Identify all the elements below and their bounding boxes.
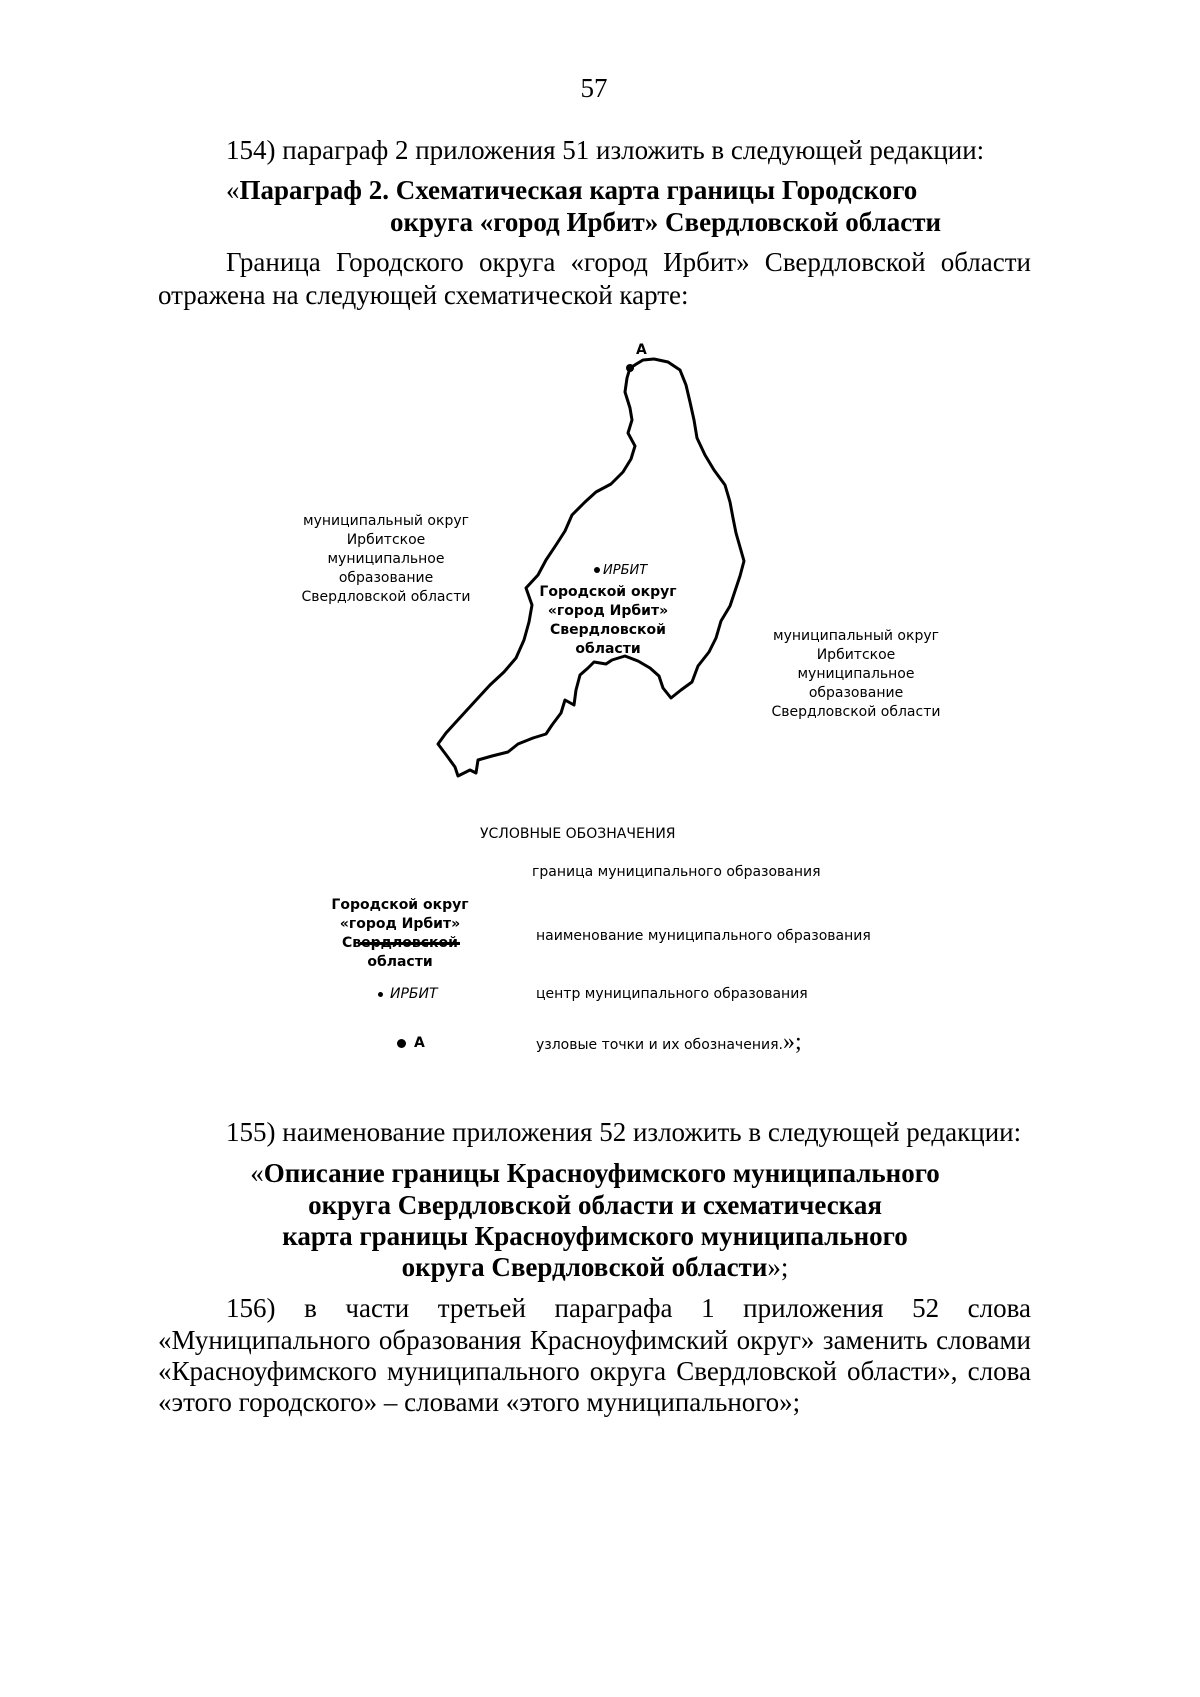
city-center-dot-icon bbox=[378, 992, 383, 997]
district-name-label bbox=[520, 583, 696, 659]
page-number: 57 bbox=[580, 73, 608, 103]
legend-node-desc-text: узловые точки и их обозначения. bbox=[536, 1037, 783, 1053]
label-line: области bbox=[367, 954, 433, 970]
heading-close-quote: »; bbox=[767, 1252, 789, 1282]
label-line: «город Ирбит» bbox=[339, 916, 461, 932]
item-155-intro: 155) наименование приложения 52 изложить в следующей редакции: bbox=[226, 1117, 1022, 1147]
label-line: образование bbox=[338, 570, 434, 586]
legend-title: УСЛОВНЫЕ ОБОЗНАЧЕНИЯ bbox=[480, 826, 676, 842]
node-point-dot-icon bbox=[397, 1039, 406, 1048]
item-156-line2: «Муниципального образования Красноуфимский округ» заменить словами bbox=[158, 1325, 1031, 1355]
label-line: Свердловской области bbox=[771, 704, 941, 720]
city-center-label: ИРБИТ bbox=[603, 563, 648, 578]
legend-center-sample bbox=[378, 985, 438, 1004]
node-point-a-label: А bbox=[636, 342, 647, 358]
legend-name-desc: наименование муниципального образования bbox=[536, 928, 871, 944]
item-154-intro: 154) параграф 2 приложения 51 изложить в следующей редакции: bbox=[226, 135, 985, 165]
city-center-dot bbox=[594, 567, 600, 573]
label-line: Городской округ bbox=[539, 584, 677, 600]
legend-boundary-desc: граница муниципального образования bbox=[532, 864, 821, 880]
label-line: муниципальное bbox=[797, 666, 915, 682]
label-line: муниципальное bbox=[327, 551, 445, 567]
neighbor-west-label bbox=[296, 512, 476, 607]
heading-text: Параграф 2. Схематическая карта границы Городского bbox=[239, 175, 918, 205]
closing-quote: »; bbox=[782, 1029, 802, 1055]
label-line: муниципальный округ bbox=[773, 628, 939, 644]
label-line: области bbox=[575, 641, 641, 657]
heading-text: округа Свердловской области bbox=[401, 1252, 768, 1282]
label-line: Ирбитское bbox=[346, 532, 426, 548]
heading-open-quote: « bbox=[226, 175, 240, 205]
item-156-line4: «этого городского» – словами «этого муниципального»; bbox=[158, 1387, 801, 1417]
item-156-line3: «Красноуфимского муниципального округа Свердловской области», слова bbox=[158, 1356, 1031, 1386]
legend-node-desc bbox=[536, 1029, 802, 1055]
neighbor-east-label bbox=[766, 627, 946, 722]
legend-center-sample-label: ИРБИТ bbox=[390, 986, 438, 1002]
item-155-heading-line2 bbox=[160, 1189, 1030, 1221]
item-154-paragraph-line2: отражена на следующей схематической карте: bbox=[158, 280, 689, 310]
district-boundary-line bbox=[438, 359, 744, 776]
heading-text: карта границы Красноуфимского муниципального bbox=[282, 1221, 908, 1251]
item-155-heading-line1 bbox=[160, 1157, 1030, 1189]
label-line: «город Ирбит» bbox=[547, 603, 669, 619]
legend-node-sample-label: А bbox=[414, 1035, 425, 1051]
heading-text: Описание границы Красноуфимского муниципального bbox=[263, 1158, 940, 1188]
label-line: Ирбитское bbox=[816, 647, 896, 663]
item-155-heading-line4 bbox=[160, 1251, 1030, 1283]
legend-node-sample bbox=[397, 1034, 425, 1053]
item-154-paragraph-line1: Граница Городского округа «город Ирбит» Свердловской области bbox=[226, 247, 1031, 277]
node-point-a-marker bbox=[626, 364, 634, 372]
heading-open-quote: « bbox=[250, 1158, 264, 1188]
item-156-line1: 156) в части третьей параграфа 1 приложения 52 слова bbox=[226, 1293, 1031, 1323]
label-line: муниципальный округ bbox=[303, 513, 469, 529]
legend-center-desc: центр муниципального образования bbox=[536, 986, 808, 1002]
label-line: образование bbox=[808, 685, 904, 701]
item-155-heading-line3 bbox=[160, 1220, 1030, 1252]
label-line: Свердловской области bbox=[301, 589, 471, 605]
heading-text: округа «город Ирбит» Свердловской области bbox=[390, 207, 942, 237]
label-line: Свердловской bbox=[550, 622, 666, 638]
heading-text: округа Свердловской области и схематическая bbox=[308, 1190, 882, 1220]
label-line: Свердловской bbox=[342, 935, 458, 951]
label-line: Городской округ bbox=[331, 897, 469, 913]
legend-name-sample bbox=[330, 896, 470, 972]
